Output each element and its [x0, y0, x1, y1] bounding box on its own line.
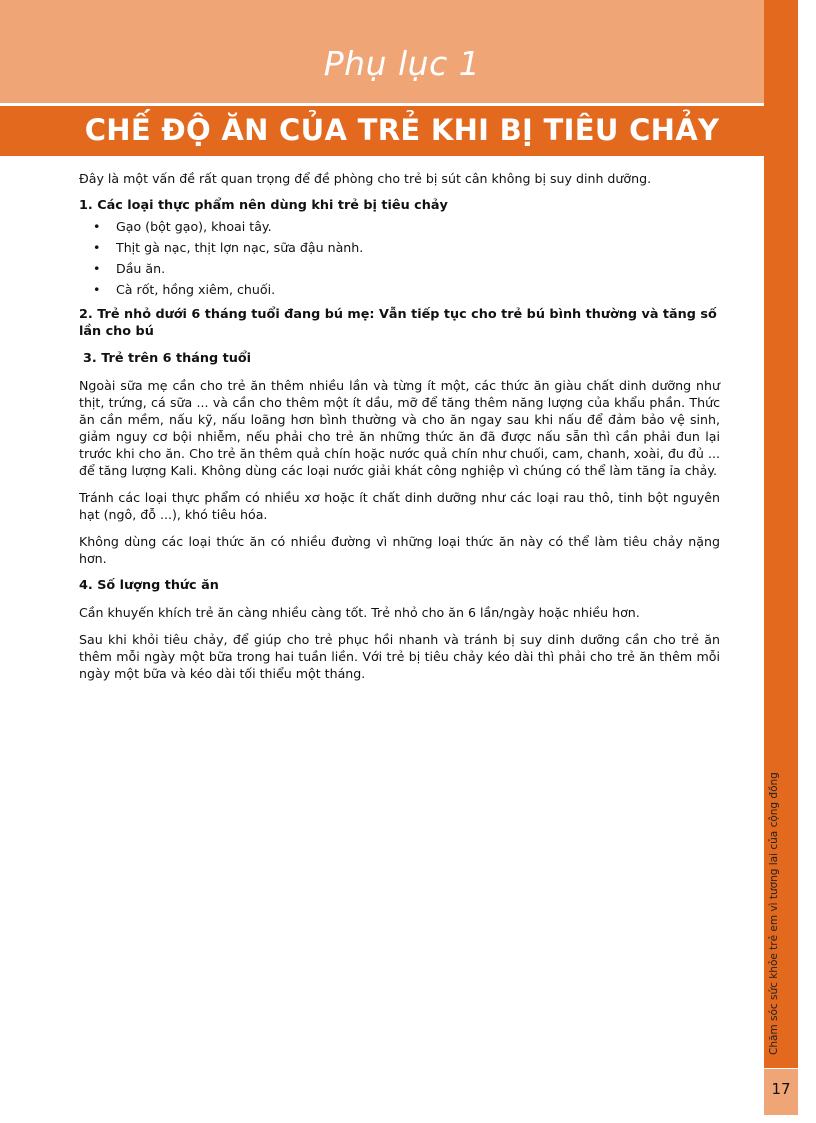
appendix-label: Phụ lục 1 — [323, 44, 481, 83]
section-4-paragraph: Cần khuyến khích trẻ ăn càng nhiều càng tốt. Trẻ nhỏ cho ăn 6 lần/ngày hoặc nhiều hơn. — [79, 605, 640, 620]
list-item: • Thịt gà nạc, thịt lợn nạc, sữa đậu nành. — [79, 239, 720, 256]
document-body — [79, 170, 720, 692]
section-3-paragraph: Không dùng các loại thức ăn có nhiều đường vì những loại thức ăn này có thể làm tiêu chảy nặng hơn. — [79, 534, 720, 566]
list-item: • Dầu ăn. — [79, 260, 720, 277]
side-caption: Chăm sóc sức khỏe trẻ em vì tương lai của cộng đồng — [768, 772, 780, 1055]
section-4-heading: 4. Số lượng thức ăn — [79, 578, 219, 593]
intro-paragraph: Đây là một vấn đề rất quan trọng để đề phòng cho trẻ bị sút cân không bị suy dinh dưỡng. — [79, 171, 652, 186]
list-item: • Cà rốt, hồng xiêm, chuối. — [79, 281, 720, 298]
food-list — [79, 218, 720, 298]
page-title: CHẾ ĐỘ ĂN CỦA TRẺ KHI BỊ TIÊU CHẢY — [84, 113, 720, 147]
section-4-paragraph: Sau khi khỏi tiêu chảy, để giúp cho trẻ phục hồi nhanh và tránh bị suy dinh dưỡng cần cho trẻ ăn thêm mỗi ngày một bữa trong hai tuần liền. Với trẻ bị tiêu chảy kéo dài thì phải cho trẻ ăn thêm mỗi ngày một bữa và kéo dài tối thiểu một tháng. — [79, 632, 720, 681]
page-number: 17 — [771, 1080, 791, 1098]
section-2-heading: 2. Trẻ nhỏ dưới 6 tháng tuổi đang bú mẹ: Vẫn tiếp tục cho trẻ bú bình thường và tăng số lần cho bú — [79, 307, 717, 339]
section-3-paragraph: Tránh các loại thực phẩm có nhiều xơ hoặc ít chất dinh dưỡng như các loại rau thô, tinh bột nguyên hạt (ngô, đỗ ...), khó tiêu hóa. — [79, 490, 720, 522]
section-1-heading: 1. Các loại thực phẩm nên dùng khi trẻ bị tiêu chảy — [79, 198, 448, 213]
section-3-paragraph: Ngoài sữa mẹ cần cho trẻ ăn thêm nhiều lần và từng ít một, các thức ăn giàu chất dinh dưỡng như thịt, trứng, cá sữa ... và cần cho thêm một ít dầu, mỡ để tăng thêm năng lượng của khẩu phần. Thức ăn cần mềm, nấu kỹ, nấu loãng hơn bình thường và cho ăn ngay sau khi nấu để đảm bảo vệ sinh, giảm nguy cơ bội nhiễm, nếu phải cho trẻ ăn những thức ăn đã được nấu sẵn thì cần phải đun lại trước khi cho ăn. Cho trẻ ăn thêm quả chín hoặc nước quả chín như chuối, cam, chanh, xoài, đu đủ ... để tăng lượng Kali. Không dùng các loại nước giải khát công nghiệp vì chúng có thể làm tăng ỉa chảy. — [79, 378, 720, 478]
section-3-heading: 3. Trẻ trên 6 tháng tuổi — [83, 351, 252, 366]
list-item: • Gạo (bột gạo), khoai tây. — [79, 218, 720, 235]
